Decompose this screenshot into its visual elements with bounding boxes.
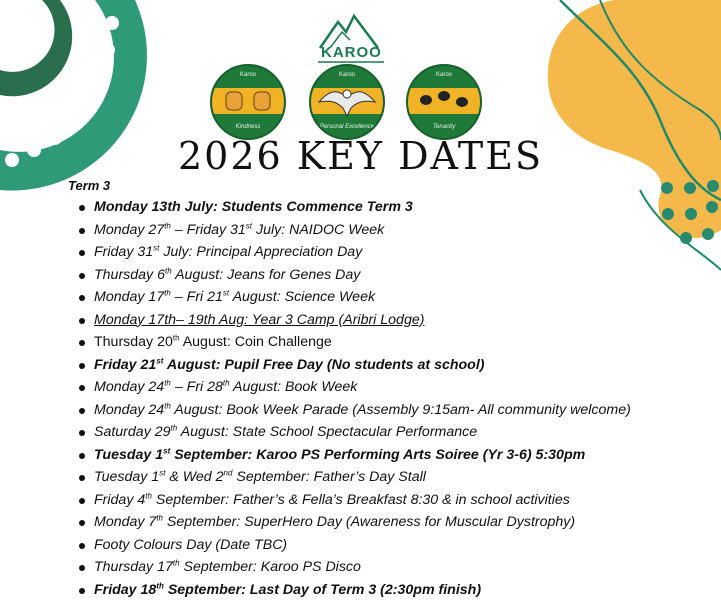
date-item [78,264,631,287]
date-item [78,421,631,444]
date-item [78,196,631,219]
date-item [78,489,631,512]
date-item [78,511,631,534]
date-item [78,534,631,557]
badge-caption: Karoo [239,72,256,78]
hands-icon [222,84,274,118]
date-item [78,219,631,242]
date-item [78,556,631,579]
badge-label: Kindness [235,124,261,130]
badge-label: Personal Excellence [319,124,375,130]
badge-caption: Karoo [338,72,355,78]
date-item-text: Thursday 20th August: Coin Challenge [94,333,332,350]
eagle-icon [317,80,377,120]
date-item-text: Monday 24th – Fri 28th August: Book Week [94,378,358,395]
date-item-text: Thursday 6th August: Jeans for Genes Day [94,265,361,283]
date-item-text: Friday 21st August: Pupil Free Day (No students at school) [94,355,485,373]
kindness-badge [210,64,286,140]
key-dates-list [78,196,631,601]
date-item-text: Friday 18th September: Last Day of Term 3 (2:30pm finish) [94,580,482,598]
date-item [78,241,631,264]
date-item [78,579,631,602]
date-item-text: Monday 27th – Friday 31st July: NAIDOC Week [94,220,385,238]
date-item-text: Saturday 29th August: State School Spectacular Performance [94,423,478,440]
date-item-text: Monday 13th July: Students Commence Term 3 [94,199,413,215]
badge-label: Tenacity [432,124,456,130]
date-item-text: Thursday 17th September: Karoo PS Disco [94,558,361,575]
left-dark-arc [0,0,72,96]
badge-caption: Karoo [435,72,452,78]
date-item [78,354,631,377]
date-item [78,399,631,422]
date-item [78,466,631,489]
date-item-text: Tuesday 1st September: Karoo PS Performing Arts Soiree (Yr 3-6) 5:30pm [94,445,586,463]
date-item-text: Monday 7th September: SuperHero Day (Awareness for Muscular Dystrophy) [94,513,576,530]
tenacity-badge [406,64,482,140]
date-item [78,309,631,332]
date-item-text: Footy Colours Day (Date TBC) [94,536,288,553]
term-label: Term 3 [68,178,111,193]
date-item [78,376,631,399]
logo-text: KAROO [321,44,382,61]
date-item-text: Friday 4th September: Father’s & Fella’s Breakfast 8:30 & in school activities [94,490,570,508]
date-item-text: Tuesday 1st & Wed 2nd September: Father’s Day Stall [94,468,426,485]
personal-excellence-badge [309,64,385,140]
date-item [78,444,631,467]
date-item-text: Monday 24th August: Book Week Parade (Assembly 9:15am- All community welcome) [94,400,631,418]
right-dots [661,180,719,244]
date-item-text: Monday 17th– 19th Aug: Year 3 Camp (Aribri Lodge) [94,311,425,328]
page-title: 2026 KEY DATES [177,134,544,178]
date-item [78,331,631,354]
date-item-text: Monday 17th – Fri 21st August: Science Week [94,288,376,305]
paw-prints-icon [416,86,472,116]
date-item-text: Friday 31st July: Principal Appreciation Day [94,243,363,260]
date-item [78,286,631,309]
